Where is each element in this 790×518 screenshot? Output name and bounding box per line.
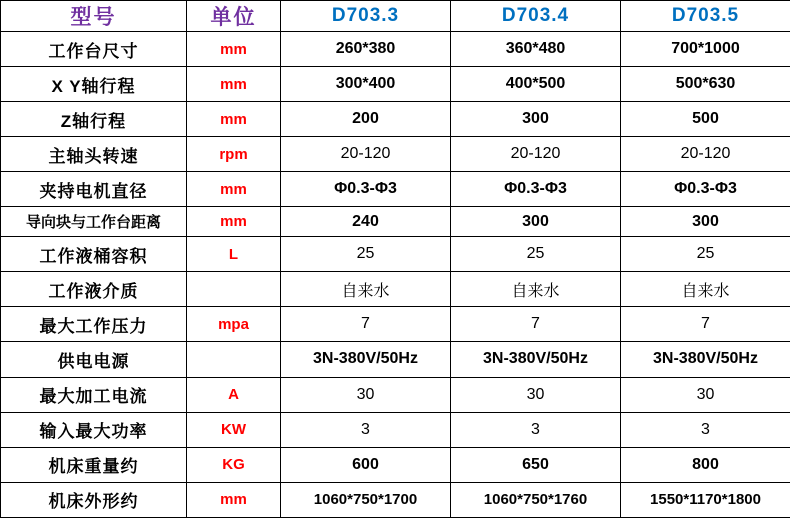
table-row <box>1 272 790 307</box>
row-value: 20-120 <box>451 137 621 172</box>
row-value: 3N-380V/50Hz <box>621 342 790 377</box>
table-row <box>1 342 790 377</box>
row-unit <box>187 342 281 377</box>
row-value: 500 <box>621 102 790 137</box>
row-value: 300*400 <box>281 67 451 102</box>
row-unit: mm <box>187 102 281 137</box>
row-unit: rpm <box>187 137 281 172</box>
row-unit: KG <box>187 447 281 482</box>
row-unit: mm <box>187 172 281 207</box>
row-value: 700*1000 <box>621 32 790 67</box>
row-label: 夹持电机直径 <box>1 172 187 207</box>
row-unit: KW <box>187 412 281 447</box>
column-header-d703-3: D703.3 <box>281 1 451 32</box>
row-value: 260*380 <box>281 32 451 67</box>
table-row <box>1 172 790 207</box>
row-value: 7 <box>451 307 621 342</box>
column-header-unit: 单位 <box>187 1 281 32</box>
table-row <box>1 137 790 172</box>
row-value: 7 <box>621 307 790 342</box>
row-label: X Y轴行程 <box>1 67 187 102</box>
table-row <box>1 377 790 412</box>
row-value: 7 <box>281 307 451 342</box>
row-value: 800 <box>621 447 790 482</box>
row-value: 3 <box>621 412 790 447</box>
row-label: Z轴行程 <box>1 102 187 137</box>
row-label: 工作液介质 <box>1 272 187 307</box>
row-value: 240 <box>281 207 451 237</box>
row-value: Φ0.3-Φ3 <box>621 172 790 207</box>
column-header-d703-4: D703.4 <box>451 1 621 32</box>
row-value: 30 <box>281 377 451 412</box>
row-value: 30 <box>621 377 790 412</box>
row-label: 工作液桶容积 <box>1 237 187 272</box>
table-row <box>1 32 790 67</box>
row-label: 最大加工电流 <box>1 377 187 412</box>
column-header-d703-5: D703.5 <box>621 1 790 32</box>
row-value: 自来水 <box>281 272 451 307</box>
row-unit: A <box>187 377 281 412</box>
table-row <box>1 412 790 447</box>
row-label: 供电电源 <box>1 342 187 377</box>
row-value: 20-120 <box>281 137 451 172</box>
table-row <box>1 207 790 237</box>
row-value: Φ0.3-Φ3 <box>281 172 451 207</box>
table-row <box>1 237 790 272</box>
row-value: 200 <box>281 102 451 137</box>
row-value: 1550*1170*1800 <box>621 482 790 517</box>
row-value: 30 <box>451 377 621 412</box>
column-header-model: 型号 <box>1 1 187 32</box>
row-value: 300 <box>451 102 621 137</box>
row-unit: mm <box>187 207 281 237</box>
row-value: 300 <box>621 207 790 237</box>
table-body <box>1 32 790 518</box>
row-unit: mm <box>187 32 281 67</box>
row-value: 1060*750*1700 <box>281 482 451 517</box>
row-value: 25 <box>621 237 790 272</box>
row-value: 400*500 <box>451 67 621 102</box>
row-value: 自来水 <box>621 272 790 307</box>
row-label: 最大工作压力 <box>1 307 187 342</box>
table-row <box>1 102 790 137</box>
table-row <box>1 67 790 102</box>
row-value: 3N-380V/50Hz <box>281 342 451 377</box>
table-row <box>1 447 790 482</box>
row-unit: mm <box>187 482 281 517</box>
row-label: 主轴头转速 <box>1 137 187 172</box>
row-value: 3 <box>281 412 451 447</box>
row-value: 1060*750*1760 <box>451 482 621 517</box>
row-value: 3 <box>451 412 621 447</box>
row-label: 导向块与工作台距离 <box>1 207 187 237</box>
row-value: 自来水 <box>451 272 621 307</box>
row-value: 500*630 <box>621 67 790 102</box>
table-header-row <box>1 1 790 32</box>
row-value: 25 <box>281 237 451 272</box>
row-value: 360*480 <box>451 32 621 67</box>
row-label: 输入最大功率 <box>1 412 187 447</box>
row-value: 300 <box>451 207 621 237</box>
row-value: 20-120 <box>621 137 790 172</box>
row-unit: L <box>187 237 281 272</box>
row-value: 650 <box>451 447 621 482</box>
row-unit: mm <box>187 67 281 102</box>
table-row <box>1 307 790 342</box>
table-row <box>1 482 790 517</box>
row-label: 机床重量约 <box>1 447 187 482</box>
row-unit <box>187 272 281 307</box>
row-value: 3N-380V/50Hz <box>451 342 621 377</box>
row-label: 机床外形约 <box>1 482 187 517</box>
row-unit: mpa <box>187 307 281 342</box>
row-label: 工作台尺寸 <box>1 32 187 67</box>
row-value: Φ0.3-Φ3 <box>451 172 621 207</box>
row-value: 600 <box>281 447 451 482</box>
row-value: 25 <box>451 237 621 272</box>
